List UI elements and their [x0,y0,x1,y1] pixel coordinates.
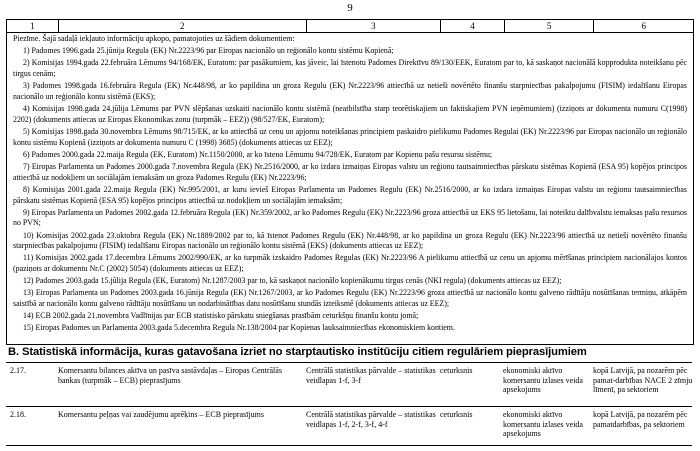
note-item: 13) Eiropas Parlamenta un Padomes 2003.gada 16.jūnija Regula (EK) Nr.1267/2003, ar ko Padomes Regulu (EK) Nr.2223/96 groza attiecībā uz nacionālo kontu galveno rādītāju nosūtīšanas termiņu, atkāpēm saistībā ar nacionālo kontu galveno rādītāju nosūtīšanu un nodarbinātības datu nosūtīšanu stundās izteiksmē (dokuments attiecas uz EEZ); [13,288,687,309]
note-item: 3) Padomes 1998.gada 16.februāra Regula (EK) Nr.448/98, ar ko papildina un groza Regulu (EK) Nr.2223/96 attiecībā uz netieši novērtēto finanšu starpniecības pakalpojumu (FISIM) iedalīšanu Eiropas nacionālo un reģionālo kontu sistēmā (EKS); [13,81,687,101]
note-item: 9) Eiropas Parlamenta un Padomes 2002.gada 12.februāra Regula (EK) Nr.359/2002, ar ko Padomes Regulu (EK) Nr.2223/96 groza attiecībā uz EKS 95 lietošanu, lai noteiktu dalībvalstu iemaksas pašu resursos no PVN; [13,207,687,228]
row-source: Centrālā statistikas pārvalde – statistikas veidlapas 1-f, 2-f, 3-f, 4-f [306,410,436,429]
row-description: Komersantu bilances aktīva un pasīva sastāvdaļas – Eiropas Centrālās bankas (turpmāk – ECB) pieprasījums [58,366,282,385]
note-item: 12) Padomes 2003.gada 15.jūlija Regula (EK, Euratom) Nr.1287/2003 par to, kā saskaņot nacionālo kopienākumu tirgus cenās (NKI regula) (dokuments attiecas uz EEZ); [23,276,562,286]
row-periodicity: ceturksnis [440,366,473,375]
header-col-5: 5 [505,20,595,32]
note-item: 10) Komisijas 2002.gada 23.oktobra Regula (EK) Nr.1889/2002 par to, kā īstenot Padomes Regulu (EK) Nr.448/98, ar ko papildina un groza Regulu (EK) Nr.2223/96 attiecībā uz netieši novērtēto finanšu starpniecības pakalpojumu (FISIM) iedalīšanu Eiropas nacionālo un reģionālo kontu sistēmā (EKS) (dokuments attiecas uz EEZ); [13,230,687,251]
note-item: 7) Eiropas Parlamenta un Padomes 2000.gada 7.novembra Regula (EK) Nr.2516/2000, ar ko izdara izmaiņas Eiropas valstu un reģionu tautsaimniecības pārskatu sistēmas Kopienā (ESA 95) kopējos principos attiecībā uz nodokļiem un sociālajām iemaksām un groza Padomes Regulu (EK) Nr.2223/96; [13,161,687,182]
note-item: 14) ECB 2002.gada 21.novembra Vadlīnijas par ECB statistisko pārskatu sniegšanas prasībām ceturkšņu finanšu kontu jomā; [23,311,419,321]
row-periodicity: ceturksnis [440,410,473,419]
header-col-2: 2 [59,20,307,32]
header-col-3: 3 [307,20,441,32]
table-header-row [6,19,694,33]
notes-list [7,32,693,334]
section-b-title: B. Statistiskā informācija, kuras gatavošana izriet no starptautisko institūciju citiem regulāriem pieprasījumiem [8,346,587,358]
row-divider [6,362,692,363]
row-number: 2.17. [10,366,26,375]
note-item: 5) Komisijas 1998.gada 30.novembra Lēmums 98/715/EK, ar ko attiecībā uz cenu un apjomu noteikšanas principiem paskaidro pielikumu Padomes Regulai (EK) Nr.2223/96 par Eiropas nacionālo un reģionālo kontu sistēmu Kopienā (izziņots ar dokumenta numuru C (1998) 3685) (dokuments attiecas uz EEZ); [13,126,687,147]
row-description: Komersantu peļņas vai zaudējumu aprēķins – ECB pieprasījums [58,410,264,419]
note-item: 8) Komisijas 2001.gada 22.maija Regula (EK) Nr.995/2001, ar kuru ievieš Eiropas Parlamenta un Padomes Regulu (EK) Nr.2516/2000, ar ko izdara izmaiņas Eiropas valstu un reģionu tautsaimniecības pārskatu sistēmas Kopienā (ESA 95) kopējos principos attiecībā uz nodokļiem un sociālajām iemaksām; [13,184,687,205]
row-divider [6,406,692,407]
row-units: ekonomiski aktīvo komersantu izlases veida apsekojums [503,410,583,439]
note-item: 15) Eiropas Padomes un Parlamenta 2003.gada 5.decembra Regula Nr.138/2004 par Kopienas lauksaimniecības ekonomiskiem kontiem. [23,323,455,333]
row-units: ekonomiski aktīvo komersantu izlases veida apsekojums [503,366,583,395]
page-number: 9 [347,2,353,14]
row-divider [6,445,692,446]
row-breakdown: kopā Latvijā, pa nozarēm pēc pamatdarbības, pa sektoriem [593,410,688,429]
note-item: 4) Komisijas 1998.gada 24.jūlija Lēmums par PVN slēpšanas uzskaiti nacionālo kontu sistēmā (neatbilstība starp teorētiskajiem un faktiskajiem PVN ieņēmumiem) (izziņots ar dokumenta numuru C(1998) 2202) (dokuments attiecas uz Eiropas Ekonomikas zonu (turpmāk – EEZ)) (98/527/EK, Euratom); [13,103,687,124]
notes-box [6,32,694,345]
header-col-4: 4 [441,20,505,32]
header-col-1: 1 [7,20,59,32]
row-number: 2.18. [10,410,26,419]
note-item: 11) Komisijas 2002.gada 17.decembra Lēmums 2002/990/EK, ar ko turpmāk izskaidro Padomes Regulas (EK) Nr.2223/96 A pielikumu attiecībā uz cenu un apjomu mērīšanas principiem nacionālajos kontos (paziņots ar dokumentu Nr.C (2002) 5054) (dokuments attiecas uz EEZ); [13,253,687,274]
note-item: 2) Komisijas 1994.gada 22.februāra Lēmums 94/168/EK, Euratom: par pasākumiem, kas jāveic, lai īstenotu Padomes Direktīvu 89/130/EEK, Euratom par to, kā saskaņot nacionālā kopprodukta noteikšanu pēc tirgus cenām; [13,58,687,78]
row-breakdown: kopā Latvijā, pa nozarēm pēc pamat-darbības NACE 2 zīmju līmenī, pa sektoriem [593,366,693,395]
header-col-6: 6 [641,21,646,31]
row-source: Centrālā statistikas pārvalde – statistikas veidlapas 1-f, 3-f [306,366,436,385]
notes-intro: Piezīme. Šajā sadaļā iekļauto informāciju apkopo, pamatojoties uz šādiem dokumentiem: [13,34,295,43]
note-item: 1) Padomes 1996.gada 25.jūnija Regula (EK) Nr.2223/96 par Eiropas nacionālo un reģionālo kontu sistēmu Kopienā; [23,46,394,56]
note-item: 6) Padomes 2000.gada 22.maija Regula (EK, Euratom) Nr.1150/2000, ar ko īsteno Lēmumu 94/728/EK, Euratom par Kopienu pašu resursu sistēmu; [23,149,493,159]
